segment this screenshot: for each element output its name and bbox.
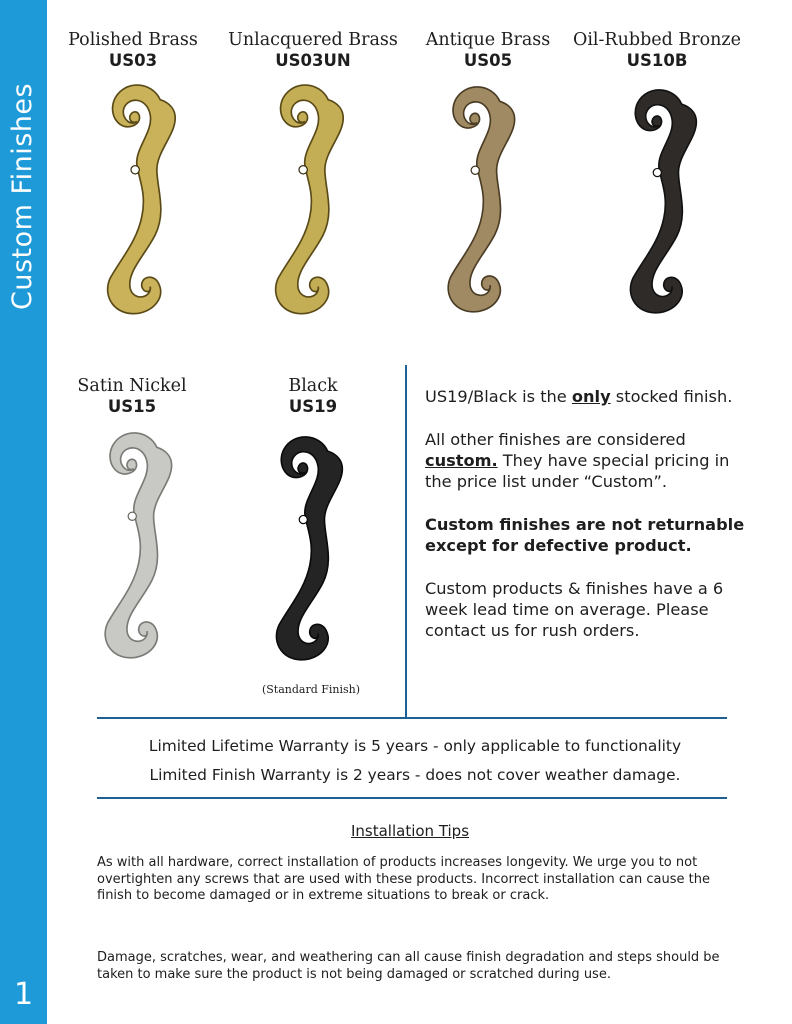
satin-nickel-hook-image <box>85 426 191 664</box>
finish-code: US10B <box>626 51 688 70</box>
finish-satin-nickel <box>58 375 206 417</box>
unlacquered-brass-hook-image <box>256 78 362 320</box>
divider-bottom <box>97 797 727 799</box>
finish-info-panel <box>425 386 755 663</box>
warranty-lifetime: Limited Lifetime Warranty is 5 years - only applicable to functionality <box>148 737 682 755</box>
hook-shape <box>276 437 342 660</box>
hook-shape <box>448 87 514 312</box>
installation-tips-heading: Installation Tips <box>350 822 470 840</box>
hook-shape <box>105 433 171 658</box>
sidebar-title: Custom Finishes <box>7 82 38 310</box>
polished-brass-hook-image <box>88 78 194 320</box>
finish-name: Satin Nickel <box>77 376 187 396</box>
finish-oil-rubbed-bronze <box>562 29 752 71</box>
sidebar <box>0 0 47 1024</box>
warranty-finish: Limited Finish Warranty is 2 years - does not cover weather damage. <box>149 766 681 784</box>
hook-shape <box>108 85 176 314</box>
finish-name: Unlacquered Brass <box>228 30 398 50</box>
finish-name: Black <box>288 376 338 396</box>
lead-time-note: Custom products & finishes have a 6 week lead time on average. Please contact us for rush orders. <box>425 579 724 640</box>
custom-note: All other finishes are considered custom. They have special pricing in the price list under “Custom”. <box>425 430 730 491</box>
oil-rubbed-bronze-hook-image <box>610 83 716 319</box>
vertical-divider <box>405 365 407 717</box>
finish-antique-brass <box>414 29 562 71</box>
emphasis-only: only <box>571 387 611 406</box>
finish-polished-brass <box>52 29 214 71</box>
finish-code: US03UN <box>275 51 351 70</box>
finish-name: Polished Brass <box>68 30 198 50</box>
finish-name: Oil-Rubbed Bronze <box>572 30 742 50</box>
standard-finish-note: (Standard Finish) <box>261 683 361 696</box>
hook-shape <box>276 85 344 314</box>
installation-tips-paragraph-2: Damage, scratches, wear, and weathering can all cause finish degradation and steps should be taken to make sure the product is not being damaged or scratched during use. <box>97 950 720 982</box>
finish-code: US03 <box>108 51 158 70</box>
stock-note: US19/Black is the only stocked finish. <box>425 387 733 406</box>
finish-code: US15 <box>107 397 157 416</box>
hook-shape <box>630 90 696 313</box>
antique-brass-hook-image <box>428 80 534 318</box>
emphasis-custom: custom. <box>425 451 498 470</box>
finish-black <box>248 375 378 417</box>
finish-code: US19 <box>288 397 338 416</box>
installation-tips-paragraph-1: As with all hardware, correct installation of products increases longevity. We urge you to not overtighten any screws that are used with these products. Incorrect installation can cause the finish to become damaged or in extreme situations to break or crack. <box>97 855 710 903</box>
finish-name: Antique Brass <box>425 30 551 50</box>
black-hook-image <box>258 430 360 666</box>
finish-code: US05 <box>463 51 513 70</box>
finish-unlacquered-brass <box>216 29 410 71</box>
page-number: 1 <box>13 977 34 1012</box>
returns-note: Custom finishes are not returnable except for defective product. <box>425 515 745 555</box>
divider-top <box>97 717 727 719</box>
